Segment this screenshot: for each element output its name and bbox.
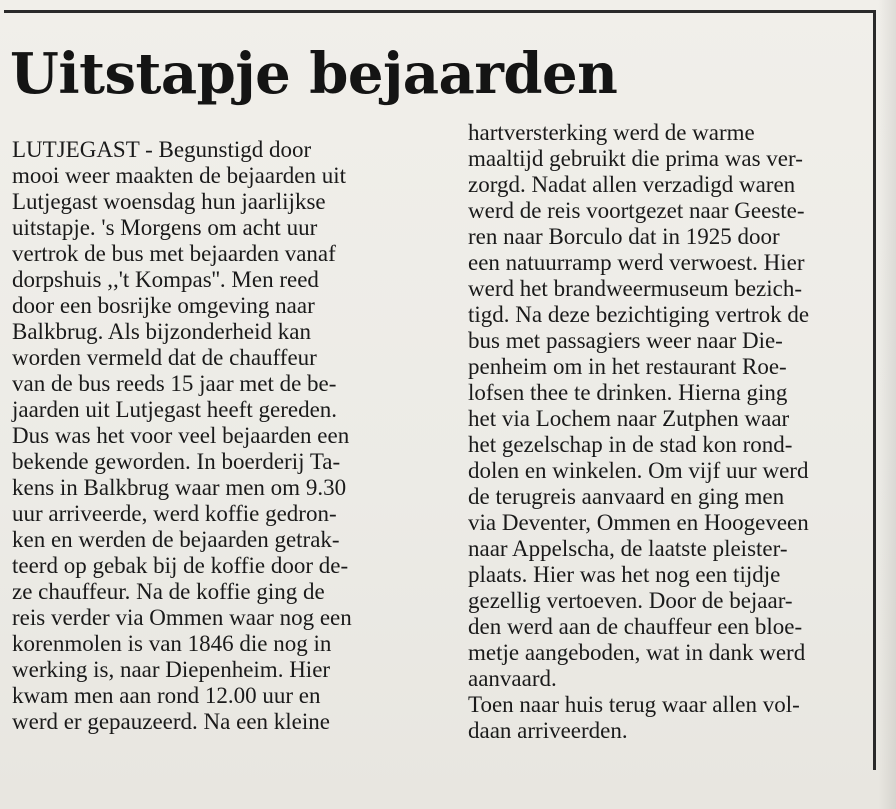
article-column-left: LUTJEGAST - Begunstigd door mooi weer maakten de bejaarden uit Lutjegast woensdag hun jaarlijkse uitstapje. 's Morgens om acht uur vertrok de bus met bejaarden vanaf dorpshuis ,,'t Kompas''. Men reed door een bosrijke omgeving naar Balkbrug. Als bijzonderheid kan worden vermeld dat de chauffeur van de bus reeds 15 jaar met de be- jaarden uit Lutjegast heeft gereden. Dus was het voor veel bejaarden een bekende geworden. In boerderij Ta- kens in Balkbrug waar men om 9.30 uur arriveerde, werd koffie gedron- ken en werden de bejaarden getrak- teerd op gebak bij de koffie door de- ze chauffeur. Na de koffie ging de reis verder via Ommen waar nog een korenmolen is van 1846 die nog in werking is, naar Diepenheim. Hier kwam men aan rond 12.00 uur en werd er gepauzeerd. Na een kleine (12, 137, 352, 734)
article-headline: Uitstapje bejaarden (10, 41, 618, 107)
top-rule (4, 10, 874, 13)
right-rule (873, 10, 876, 770)
page-edge-shadow (878, 0, 896, 809)
article-column-right: hartversterking werd de warme maaltijd gebruikt die prima was ver- zorgd. Nadat allen verzadigd waren werd de reis voortgezet naar Geeste- ren naar Borculo dat in 1925 door een natuurramp werd verwoest. Hier werd het brandweermuseum bezich- tigd. Na deze bezichtiging vertrok de bus met passagiers weer naar Die- penheim om in het restaurant Roe- lofsen thee te drinken. Hierna ging het via Lochem naar Zutphen waar het gezelschap in de stad kon rond- dolen en winkelen. Om vijf uur werd de terugreis aanvaard en ging men via Deventer, Ommen en Hoogeveen naar Appelscha, de laatste pleister- plaats. Hier was het nog een tijdje gezellig vertoeven. Door de bejaar- den werd aan de chauffeur een bloe- metje aangeboden, wat in dank werd aanvaard. Toen naar huis terug waar allen vol- daan arriveerden. (468, 120, 810, 743)
